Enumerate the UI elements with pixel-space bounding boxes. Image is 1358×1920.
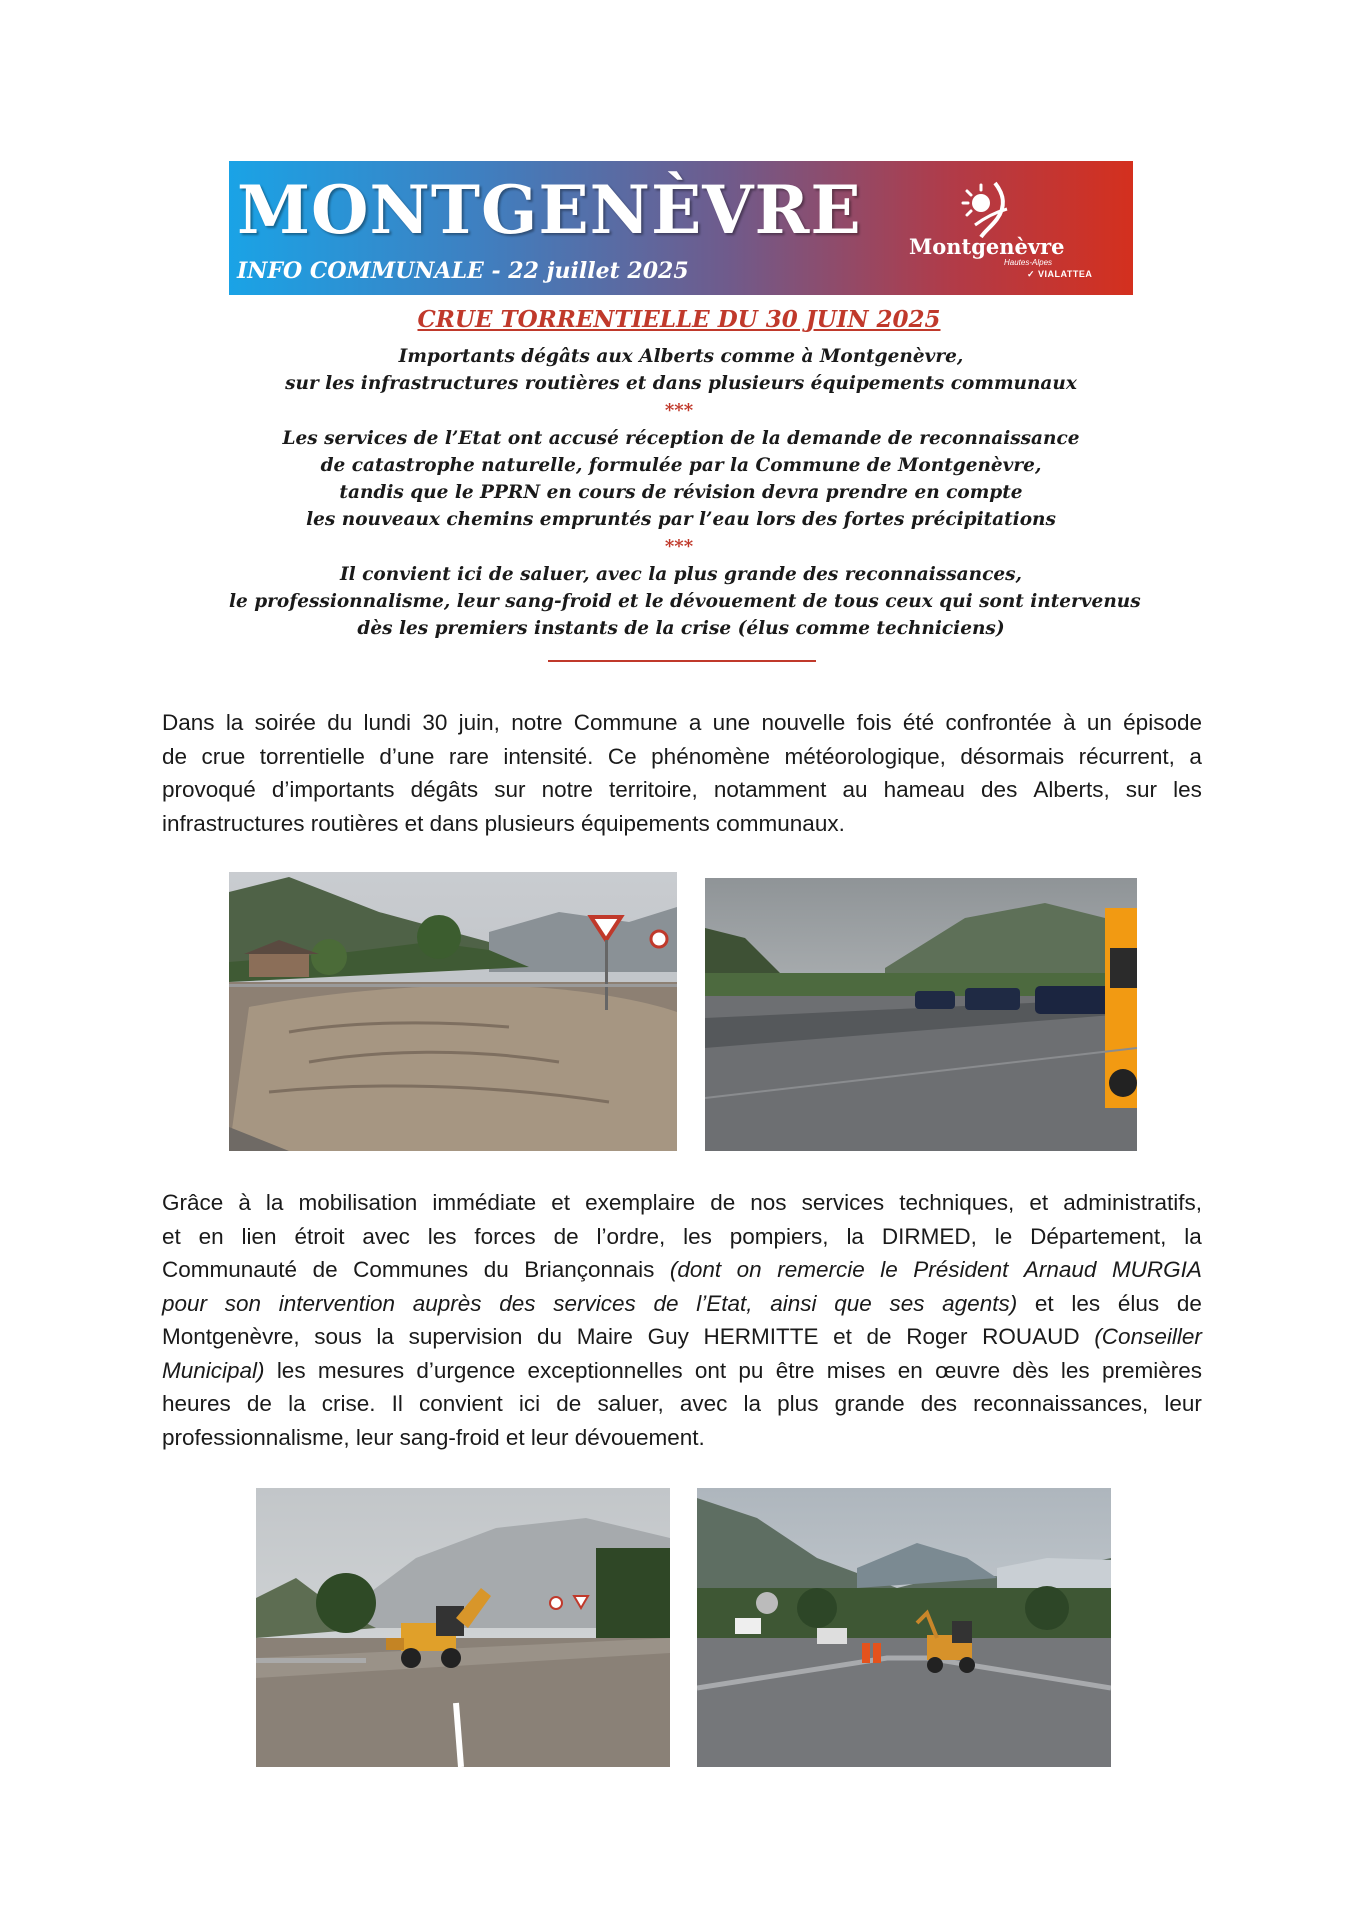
word: du <box>537 1324 563 1349</box>
word: et <box>1029 1190 1049 1215</box>
word: Roger <box>906 1324 968 1349</box>
word: épisode <box>1123 710 1202 735</box>
separator-stars: *** <box>664 400 694 421</box>
paragraph-intro <box>162 706 1202 840</box>
word: Président <box>913 1257 1009 1282</box>
word: les <box>683 1223 712 1249</box>
word: fois <box>856 710 892 735</box>
summary-line: de catastrophe naturelle, formulée par la Commune de Montgenèvre, <box>320 455 1042 476</box>
word: notamment <box>713 777 827 802</box>
word: Briançonnais <box>524 1257 655 1282</box>
banner-title: MONTGENÈVRE <box>237 171 862 249</box>
word: remercie <box>777 1257 865 1282</box>
word: l’ordre, <box>596 1223 666 1249</box>
word: mesures <box>317 1357 405 1383</box>
word: les <box>276 1357 306 1383</box>
word: d’une <box>379 743 435 769</box>
word: des <box>981 777 1018 802</box>
word: sur <box>494 777 526 802</box>
word: étroit <box>294 1223 345 1249</box>
word: administratifs, <box>1063 1190 1202 1215</box>
word: ainsi <box>770 1290 817 1316</box>
word: Grâce <box>162 1190 224 1215</box>
word: le <box>880 1257 898 1282</box>
word: juin, <box>458 710 500 735</box>
word: et <box>1034 1290 1054 1316</box>
word: confrontée <box>945 710 1052 735</box>
summary-line: sur les infrastructures routières et dans plusieurs équipements communaux <box>285 373 1077 394</box>
word: de <box>246 1391 272 1416</box>
word: à <box>1063 710 1076 735</box>
word: supervision <box>408 1324 523 1349</box>
paragraph-line <box>162 1220 1202 1254</box>
word: auprès <box>412 1290 482 1316</box>
word: Arnaud <box>1023 1257 1097 1282</box>
banner-subtitle: INFO COMMUNALE - 22 juillet 2025 <box>237 258 689 284</box>
word: ont <box>694 1357 727 1383</box>
word: lien <box>241 1223 277 1249</box>
word: hameau <box>883 777 965 802</box>
word: Alberts, <box>1033 777 1110 802</box>
header-banner <box>229 161 1133 295</box>
red-divider <box>548 660 816 662</box>
word: l’Etat, <box>696 1290 753 1316</box>
word: nos <box>750 1190 787 1215</box>
word: pompiers, <box>729 1223 829 1249</box>
word: 30 <box>422 710 448 735</box>
mudflow-covered-road-photo <box>229 872 677 1151</box>
sun-mountain-logo-icon <box>951 179 1021 239</box>
word: et <box>551 1190 570 1215</box>
word: Communauté <box>162 1257 298 1282</box>
word: que <box>834 1290 872 1316</box>
summary-line: Les services de l’Etat ont accusé réception de la demande de reconnaissance <box>282 428 1080 449</box>
summary-line: les nouveaux chemins empruntés par l’eau lors des fortes précipitations <box>306 509 1056 530</box>
word: notre <box>511 710 563 735</box>
word: MURGIA <box>1111 1257 1202 1282</box>
separator-stars: *** <box>664 536 694 557</box>
word: mobilisation <box>298 1190 418 1215</box>
paragraph-line <box>162 1320 1202 1354</box>
word: (dont <box>669 1257 722 1282</box>
paragraph-line: professionnalisme, leur sang-froid et leur dévouement. <box>162 1424 705 1450</box>
word: de <box>162 743 188 769</box>
word: crise. <box>321 1391 376 1416</box>
word: territoire, <box>608 777 698 802</box>
word: premières <box>1101 1357 1202 1383</box>
word: grande <box>834 1391 905 1416</box>
word: Guy <box>647 1324 689 1349</box>
word: à <box>238 1190 251 1215</box>
word: avec <box>679 1391 728 1416</box>
word: pu <box>738 1357 764 1383</box>
word: du <box>483 1257 509 1282</box>
word: convient <box>418 1391 503 1416</box>
logo-brand: ✓ VIALATTEA <box>1027 269 1093 279</box>
word: la <box>265 1190 284 1215</box>
word: exceptionnelles <box>527 1357 683 1383</box>
word: lundi <box>363 710 412 735</box>
word: d’urgence <box>416 1357 516 1383</box>
word: on <box>736 1257 762 1282</box>
word: Communes <box>353 1257 469 1282</box>
paragraph-line <box>162 773 1202 807</box>
word: de <box>1176 1290 1202 1316</box>
word: heures <box>162 1391 231 1416</box>
word: les <box>1071 1290 1101 1316</box>
word: exemplaire <box>585 1190 696 1215</box>
word: crue <box>201 743 246 769</box>
word: mises <box>826 1357 886 1383</box>
word: a <box>688 710 702 735</box>
paragraph-line: infrastructures routières et dans plusieurs équipements communaux. <box>162 810 845 836</box>
word: et <box>833 1324 852 1349</box>
word: la <box>376 1324 394 1349</box>
word: services <box>801 1190 885 1215</box>
word: intervention <box>278 1290 396 1316</box>
word: œuvre <box>935 1357 1001 1383</box>
word: ici <box>518 1391 541 1416</box>
word: les <box>427 1223 457 1249</box>
headline: CRUE TORRENTIELLE DU 30 JUIN 2025 <box>417 306 941 333</box>
word: météorologique, <box>784 743 946 769</box>
montgenevre-logo <box>909 179 1119 284</box>
paragraph-line <box>162 706 1202 740</box>
word: de <box>710 1190 736 1215</box>
paragraph-line <box>162 1253 1202 1287</box>
word: la <box>1184 1223 1202 1249</box>
word: Département, <box>1030 1223 1167 1249</box>
summary-line: tandis que le PPRN en cours de révision devra prendre en compte <box>339 482 1023 503</box>
paragraph-line <box>162 740 1202 774</box>
word: de <box>866 1324 892 1349</box>
word: dégâts <box>410 777 479 802</box>
word: de <box>653 1290 679 1316</box>
word: la <box>743 1391 762 1416</box>
word: récurrent, <box>1078 743 1175 769</box>
word: soirée <box>254 710 316 735</box>
word: saluer, <box>597 1391 664 1416</box>
word: sur <box>1125 777 1158 802</box>
paragraph-line <box>162 1186 1202 1220</box>
word: dès <box>1012 1357 1049 1383</box>
word: pour <box>162 1290 208 1316</box>
summary-line: Il convient ici de saluer, avec la plus grande des reconnaissances, <box>340 564 1022 585</box>
excavator-and-workers-road-photo <box>697 1488 1111 1767</box>
word: a <box>1189 743 1202 769</box>
word: Municipal) <box>162 1357 265 1383</box>
word: avec <box>362 1223 410 1249</box>
summary-line: dès les premiers instants de la crise (élus comme techniciens) <box>357 618 1005 639</box>
word: reconnaissances, <box>973 1391 1149 1416</box>
word: provoqué <box>162 777 256 802</box>
word: une <box>712 710 751 735</box>
word: torrentielle <box>259 743 365 769</box>
word: les <box>1060 1357 1090 1383</box>
word: Commune <box>573 710 678 735</box>
word: rare <box>448 743 489 769</box>
word: du <box>327 710 353 735</box>
word: le <box>994 1223 1013 1249</box>
word: immédiate <box>432 1190 537 1215</box>
word: nouvelle <box>761 710 846 735</box>
word: intensité. <box>503 743 594 769</box>
word: HERMITTE <box>703 1324 819 1349</box>
paragraph-line <box>162 1354 1202 1388</box>
word: forces <box>474 1223 536 1249</box>
word: des <box>499 1290 536 1316</box>
word: des <box>920 1391 958 1416</box>
word: être <box>775 1357 815 1383</box>
word: (Conseiller <box>1094 1324 1202 1349</box>
word: DIRMED, <box>881 1223 977 1249</box>
word: phénomène <box>651 743 771 769</box>
word: ses <box>889 1290 925 1316</box>
word: au <box>842 777 868 802</box>
word: services <box>553 1290 636 1316</box>
summary-line: Importants dégâts aux Alberts comme à Montgenèvre, <box>398 346 964 367</box>
word: leur <box>1164 1391 1202 1416</box>
word: d’importants <box>271 777 395 802</box>
summary-line: le professionnalisme, leur sang-froid et le dévouement de tous ceux qui sont intervenus <box>229 591 1141 612</box>
word: son <box>224 1290 262 1316</box>
word: et <box>162 1223 181 1249</box>
word: Ce <box>607 743 637 769</box>
word: sous <box>314 1324 362 1349</box>
word: ROUAUD <box>982 1324 1080 1349</box>
logo-subtext: Hautes-Alpes <box>1004 258 1053 267</box>
word: notre <box>541 777 593 802</box>
paragraph-line <box>162 1387 1202 1421</box>
word: désormais <box>960 743 1065 769</box>
paragraph-line <box>162 1287 1202 1321</box>
word: plus <box>777 1391 819 1416</box>
word: Dans <box>162 710 215 735</box>
excavator-clearing-road-photo <box>256 1488 670 1767</box>
wet-road-police-vehicles-photo <box>705 878 1137 1151</box>
word: la <box>225 710 244 735</box>
word: un <box>1086 710 1112 735</box>
word: de <box>312 1257 338 1282</box>
word: la <box>846 1223 864 1249</box>
word: Maire <box>576 1324 633 1349</box>
word: en <box>198 1223 224 1249</box>
word: été <box>902 710 935 735</box>
word: Il <box>391 1391 403 1416</box>
word: les <box>1173 777 1202 802</box>
word: en <box>897 1357 923 1383</box>
word: élus <box>1117 1290 1160 1316</box>
paragraph-mobilisation <box>162 1186 1202 1454</box>
word: agents) <box>942 1290 1018 1316</box>
word: de <box>556 1391 582 1416</box>
word: Montgenèvre, <box>162 1324 300 1349</box>
logo-wordmark: Montgenèvre <box>909 234 1065 259</box>
word: de <box>553 1223 579 1249</box>
word: techniques, <box>899 1190 1015 1215</box>
word: la <box>288 1391 306 1416</box>
